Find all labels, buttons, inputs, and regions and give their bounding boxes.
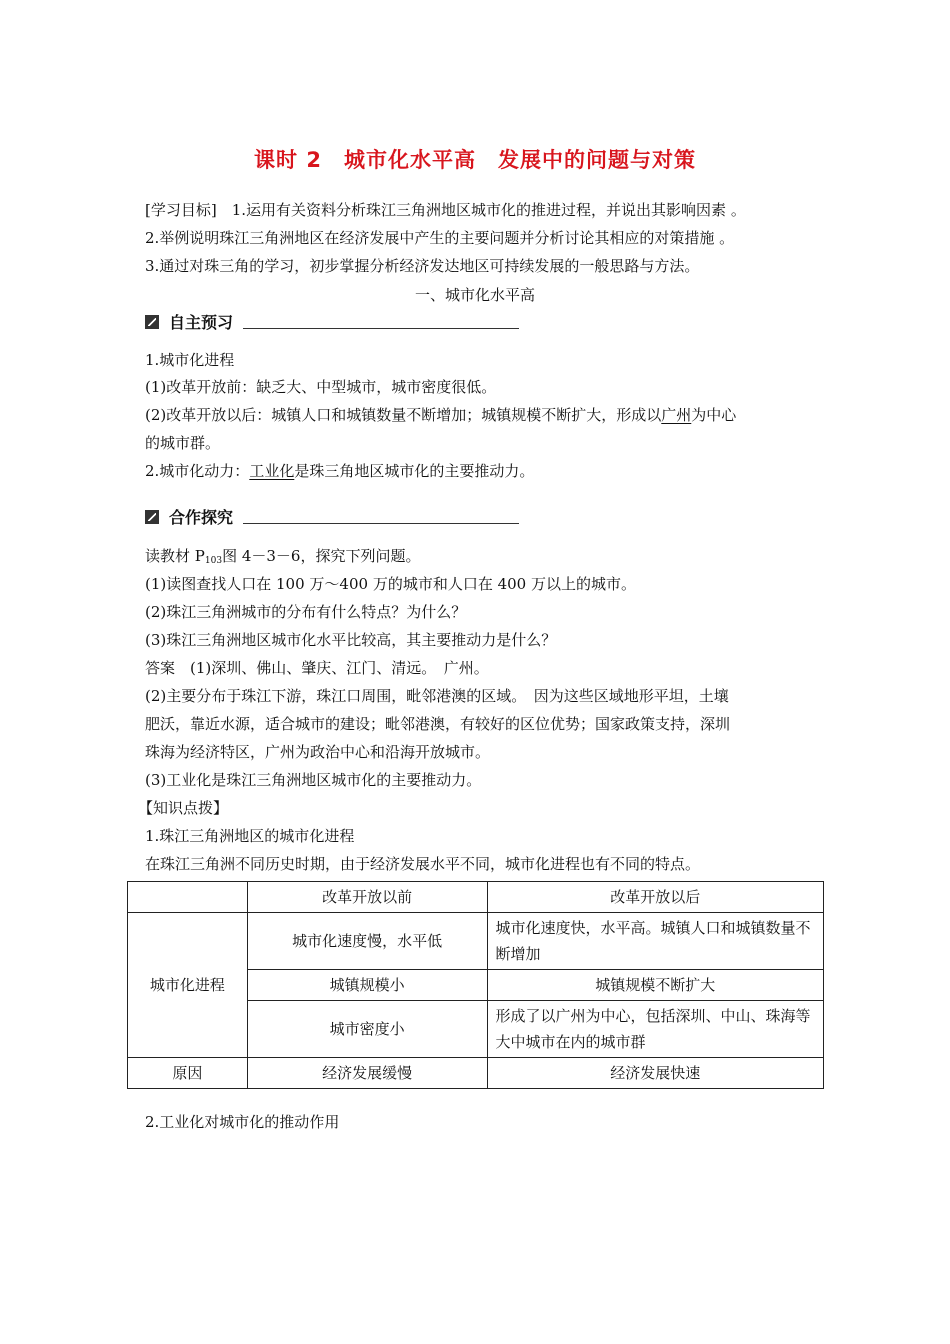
explore-intro-post: 图 4－3－6，探究下列问题。 (222, 547, 421, 565)
pencil-square-icon (145, 315, 159, 329)
explore-intro-pre: 读教材 P (145, 547, 205, 565)
preview-line-3-post: 为中心 (691, 406, 737, 424)
table-cell: 城市化速度快，水平高。城镇人口和城镇数量不断增加 (487, 913, 824, 970)
table-reason-label: 原因 (128, 1058, 248, 1089)
explore-question-2: (2)珠江三角洲城市的分布有什么特点？为什么？ (145, 603, 467, 621)
section-explore-title: 合作探究 (169, 508, 234, 527)
explore-answer-1: 答案 (1)深圳、佛山、肇庆、江门、清远。 广州。 (145, 659, 489, 677)
table-row-group-label: 城市化进程 (128, 913, 248, 1058)
part-heading: 一、城市化水平高 (414, 286, 535, 304)
urbanization-comparison-table (127, 881, 824, 1089)
page-subscript: 103 (204, 556, 223, 566)
section-preview-title: 自主预习 (169, 313, 234, 332)
underlined-answer-industrialization: 工业化 (249, 462, 295, 480)
knowledge-line-3: 2.工业化对城市化的推动作用 (145, 1113, 340, 1131)
table-row (128, 882, 824, 913)
preview-line-5 (145, 460, 534, 482)
table-header-after: 改革开放以后 (487, 882, 824, 913)
table-cell: 经济发展缓慢 (247, 1058, 487, 1089)
section-rule (243, 314, 519, 329)
objective-item-1: 1.运用有关资料分析珠江三角洲地区城市化的推进过程，并说出其影响因素 。 (231, 201, 746, 219)
explore-answer-3: (3)工业化是珠江三角洲地区城市化的主要推动力。 (145, 771, 482, 789)
table-cell: 经济发展快速 (487, 1058, 824, 1089)
table-row (128, 913, 824, 970)
table-cell: 城镇规模小 (247, 970, 487, 1001)
objective-line-1 (145, 199, 746, 221)
table-header-before: 改革开放以前 (247, 882, 487, 913)
explore-question-1: (1)读图查找人口在 100 万～400 万的城市和人口在 400 万以上的城市。 (145, 575, 636, 593)
pencil-square-icon (145, 510, 159, 524)
explore-question-3: (3)珠江三角洲地区城市化水平比较高，其主要推动力是什么？ (145, 631, 557, 649)
knowledge-label: 【知识点拨】 (138, 799, 229, 817)
preview-line-5-pre: 2.城市化动力： (145, 462, 250, 480)
objectives-label: [学习目标] (145, 201, 217, 219)
explore-intro (145, 545, 420, 572)
preview-line-2: (1)改革开放前：缺乏大、中型城市，城市密度很低。 (145, 378, 497, 396)
table-cell: 形成了以广州为中心，包括深圳、中山、珠海等大中城市在内的城市群 (487, 1001, 824, 1058)
table-cell: 城镇规模不断扩大 (487, 970, 824, 1001)
explore-answer-2-line-2: 肥沃，靠近水源，适合城市的建设；毗邻港澳，有较好的区位优势；国家政策支持，深圳 (145, 715, 731, 733)
preview-line-1: 1.城市化进程 (145, 351, 235, 369)
explore-answer-2-line-3: 珠海为经济特区，广州为政治中心和沿海开放城市。 (145, 743, 491, 761)
knowledge-line-2: 在珠江三角洲不同历史时期，由于经济发展水平不同，城市化进程也有不同的特点。 (145, 855, 701, 873)
page-title: 课时 2 城市化水平高 发展中的问题与对策 (254, 148, 696, 172)
objective-item-3: 3.通过对珠三角的学习，初步掌握分析经济发达地区可持续发展的一般思路与方法。 (145, 257, 700, 275)
section-preview-header (145, 310, 519, 333)
preview-line-3 (145, 404, 736, 426)
preview-line-5-post: 是珠三角地区城市化的主要推动力。 (294, 462, 535, 480)
knowledge-line-1: 1.珠江三角洲地区的城市化进程 (145, 827, 355, 845)
section-rule (243, 509, 519, 524)
table-cell: 城市化速度慢，水平低 (247, 913, 487, 970)
section-explore-header (145, 505, 519, 528)
table-row (128, 1058, 824, 1089)
preview-line-4: 的城市群。 (145, 434, 221, 452)
underlined-answer-guangzhou: 广州 (661, 406, 692, 424)
table-cell: 城市密度小 (247, 1001, 487, 1058)
explore-answer-2-line-1: (2)主要分布于珠江下游，珠江口周围，毗邻港澳的区域。 因为这些区域地形平坦，土壤 (145, 687, 729, 705)
table-cell-empty (128, 882, 248, 913)
objective-item-2: 2.举例说明珠江三角洲地区在经济发展中产生的主要问题并分析讨论其相应的对策措施 。 (145, 229, 735, 247)
preview-line-3-pre: (2)改革开放以后：城镇人口和城镇数量不断增加；城镇规模不断扩大，形成以 (145, 406, 662, 424)
